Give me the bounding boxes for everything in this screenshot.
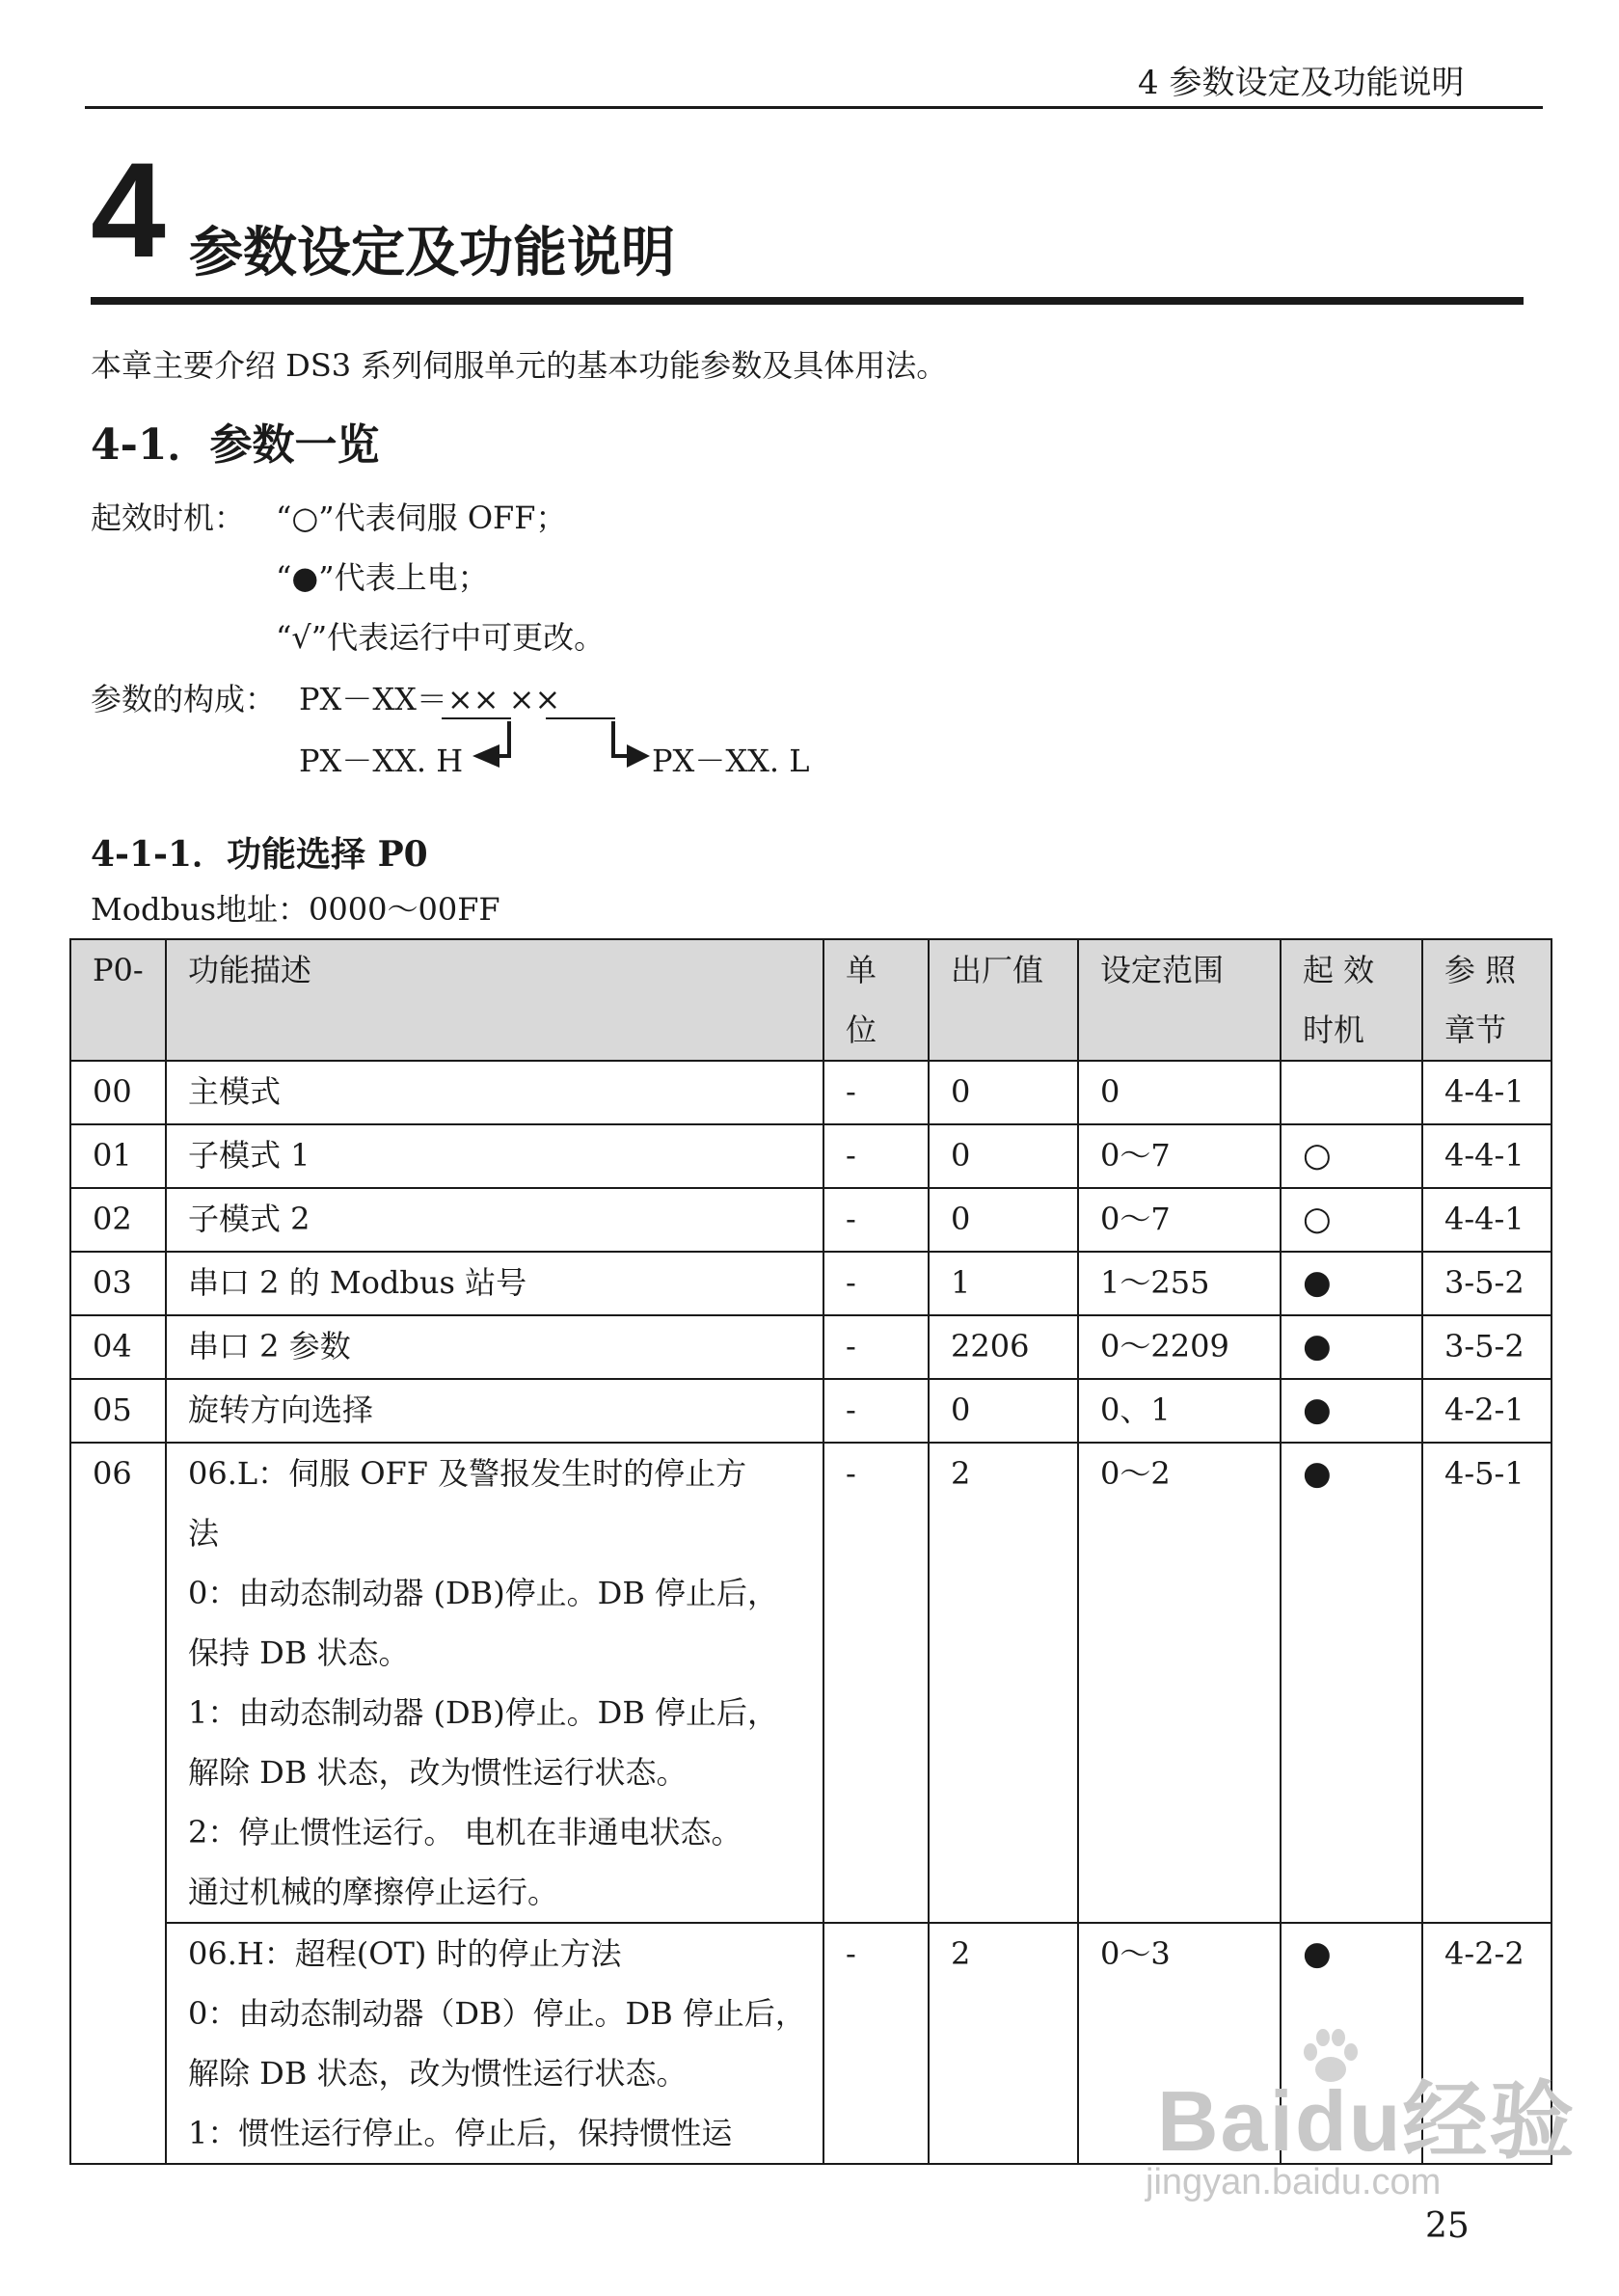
composition-high: PX－XX. H (299, 743, 464, 779)
param-desc-line: 1：由动态制动器 (DB)停止。DB 停止后， (188, 1694, 779, 1731)
header-ref (1422, 939, 1552, 1061)
param-default-cell: 0 (929, 1124, 1078, 1188)
param-timing-cell: ● (1281, 1443, 1422, 1923)
chapter-number: 4 (91, 134, 166, 285)
chapter-title: 参数设定及功能说明 (189, 221, 675, 284)
table-row (70, 1379, 1552, 1443)
watermark-url: jingyan.baidu.com (1146, 2162, 1442, 2202)
param-unit-cell: - (823, 1315, 929, 1379)
header-range: 设定范围 (1078, 939, 1281, 1061)
param-unit-cell: - (823, 1061, 929, 1124)
header-timing (1281, 939, 1422, 1061)
param-default-cell: 2 (929, 1443, 1078, 1923)
param-desc-line: 06.L：伺服 OFF 及警报发生时的停止方 (188, 1455, 747, 1492)
header-ref-line: 参 照 (1444, 952, 1517, 988)
param-timing-cell (1281, 1061, 1422, 1124)
header-rule (85, 106, 1543, 109)
param-ref-cell: 3-5-2 (1422, 1315, 1552, 1379)
param-code-cell: 05 (70, 1379, 166, 1443)
arrow-right-icon (627, 744, 650, 768)
table-row (70, 1252, 1552, 1315)
high-byte-underline (442, 717, 511, 719)
param-range-cell: 0～2 (1078, 1443, 1281, 1923)
param-desc-line: 串口 2 的 Modbus 站号 (188, 1264, 527, 1301)
param-default-cell: 0 (929, 1379, 1078, 1443)
param-ref-cell: 4-4-1 (1422, 1124, 1552, 1188)
arrow-left-icon (472, 744, 499, 768)
param-desc-line: 1：惯性运行停止。停止后，保持惯性运 (188, 2115, 733, 2151)
param-desc-cell (166, 1188, 823, 1252)
param-code-cell: 01 (70, 1124, 166, 1188)
param-desc-line: 06.H：超程(OT) 时的停止方法 (188, 1935, 622, 1972)
table-row (70, 1443, 1552, 1923)
param-code-cell: 06 (70, 1443, 166, 2164)
param-range-cell: 1～255 (1078, 1252, 1281, 1315)
param-desc-line: 子模式 2 (188, 1201, 310, 1237)
running-header: 4 参数设定及功能说明 (1138, 64, 1465, 102)
header-code: P0- (70, 939, 166, 1061)
param-range-cell: 0～7 (1078, 1124, 1281, 1188)
param-code-cell: 00 (70, 1061, 166, 1124)
param-range-cell: 0～7 (1078, 1188, 1281, 1252)
composition-formula: PX－XX＝×× ×× (299, 681, 561, 717)
param-desc-cell (166, 1443, 823, 1923)
header-ref-line: 章节 (1444, 1012, 1507, 1048)
param-timing-cell: ○ (1281, 1124, 1422, 1188)
header-unit-line: 位 (846, 1012, 877, 1048)
param-unit-cell: - (823, 1188, 929, 1252)
timing-line-runtime: “√”代表运行中可更改。 (276, 619, 606, 656)
param-desc-line: 通过机械的摩擦停止运行。 (188, 1874, 559, 1910)
low-byte-underline (546, 717, 615, 719)
timing-label: 起效时机： (91, 500, 246, 536)
param-default-cell: 1 (929, 1252, 1078, 1315)
param-desc-line: 主模式 (188, 1073, 282, 1110)
header-default: 出厂值 (929, 939, 1078, 1061)
param-ref-cell: 4-5-1 (1422, 1443, 1552, 1923)
param-timing-cell: ● (1281, 1315, 1422, 1379)
section-4-1-heading: 4-1．参数一览 (91, 420, 380, 470)
param-ref-cell: 4-4-1 (1422, 1061, 1552, 1124)
param-default-cell: 0 (929, 1061, 1078, 1124)
section-4-1-1-heading: 4-1-1．功能选择 P0 (91, 834, 428, 875)
header-unit-line: 单 (846, 952, 877, 988)
param-desc-line: 2：停止惯性运行。 电机在非通电状态。 (188, 1814, 742, 1850)
param-default-cell: 0 (929, 1188, 1078, 1252)
parameter-table (69, 938, 1552, 2165)
page-number: 25 (1425, 2206, 1470, 2246)
param-timing-cell: ● (1281, 1923, 1422, 2164)
table-row (70, 1188, 1552, 1252)
composition-label: 参数的构成： (91, 681, 277, 717)
param-code-cell: 02 (70, 1188, 166, 1252)
table-row (70, 1315, 1552, 1379)
param-desc-cell (166, 1315, 823, 1379)
param-unit-cell: - (823, 1443, 929, 1923)
param-desc-cell (166, 1124, 823, 1188)
chapter-intro: 本章主要介绍 DS3 系列伺服单元的基本功能参数及具体用法。 (91, 347, 948, 384)
param-desc-line: 串口 2 参数 (188, 1328, 351, 1364)
param-code-cell: 04 (70, 1315, 166, 1379)
composition-low: PX－XX. L (652, 743, 810, 779)
param-ref-cell: 4-2-1 (1422, 1379, 1552, 1443)
watermark-brand: Baidu经验 (1157, 2073, 1577, 2169)
param-default-cell: 2206 (929, 1315, 1078, 1379)
param-desc-line: 旋转方向选择 (188, 1391, 374, 1428)
param-default-cell: 2 (929, 1923, 1078, 2164)
param-range-cell: 0 (1078, 1061, 1281, 1124)
header-timing-line: 时机 (1303, 1012, 1365, 1048)
param-desc-line: 子模式 1 (188, 1137, 310, 1174)
param-unit-cell: - (823, 1923, 929, 2164)
param-unit-cell: - (823, 1379, 929, 1443)
modbus-address: Modbus地址：0000～00FF (91, 891, 500, 928)
header-unit (823, 939, 929, 1061)
high-arrow-stem (507, 721, 511, 758)
param-desc-cell (166, 1379, 823, 1443)
param-desc-cell (166, 1061, 823, 1124)
param-range-cell: 0、1 (1078, 1379, 1281, 1443)
param-timing-cell: ○ (1281, 1188, 1422, 1252)
header-timing-line: 起 效 (1303, 952, 1375, 988)
param-range-cell: 0～2209 (1078, 1315, 1281, 1379)
table-row (70, 1061, 1552, 1124)
param-ref-cell: 4-2-2 (1422, 1923, 1552, 2164)
param-range-cell: 0～3 (1078, 1923, 1281, 2164)
param-code-cell: 03 (70, 1252, 166, 1315)
table-row (70, 1124, 1552, 1188)
param-ref-cell: 3-5-2 (1422, 1252, 1552, 1315)
param-desc-line: 解除 DB 状态，改为惯性运行状态。 (188, 1754, 688, 1791)
param-unit-cell: - (823, 1124, 929, 1188)
param-desc-line: 保持 DB 状态。 (188, 1634, 410, 1671)
param-ref-cell: 4-4-1 (1422, 1188, 1552, 1252)
param-desc-cell (166, 1252, 823, 1315)
param-desc-line: 解除 DB 状态，改为惯性运行状态。 (188, 2055, 688, 2092)
param-desc-line: 0：由动态制动器（DB）停止。DB 停止后， (188, 1995, 806, 2032)
param-timing-cell: ● (1281, 1252, 1422, 1315)
low-arrow-stem (611, 721, 615, 758)
timing-line-power-on: “●”代表上电； (276, 559, 489, 596)
param-timing-cell: ● (1281, 1379, 1422, 1443)
param-desc-cell (166, 1923, 823, 2164)
param-desc-line: 法 (188, 1515, 220, 1552)
header-desc: 功能描述 (166, 939, 823, 1061)
param-unit-cell: - (823, 1252, 929, 1315)
param-desc-line: 0：由动态制动器 (DB)停止。DB 停止后， (188, 1575, 779, 1611)
table-header-row (70, 939, 1552, 1061)
timing-line-servo-off: “○”代表伺服 OFF； (276, 500, 567, 536)
table-body (70, 1061, 1552, 2164)
chapter-title-rule (91, 297, 1524, 305)
